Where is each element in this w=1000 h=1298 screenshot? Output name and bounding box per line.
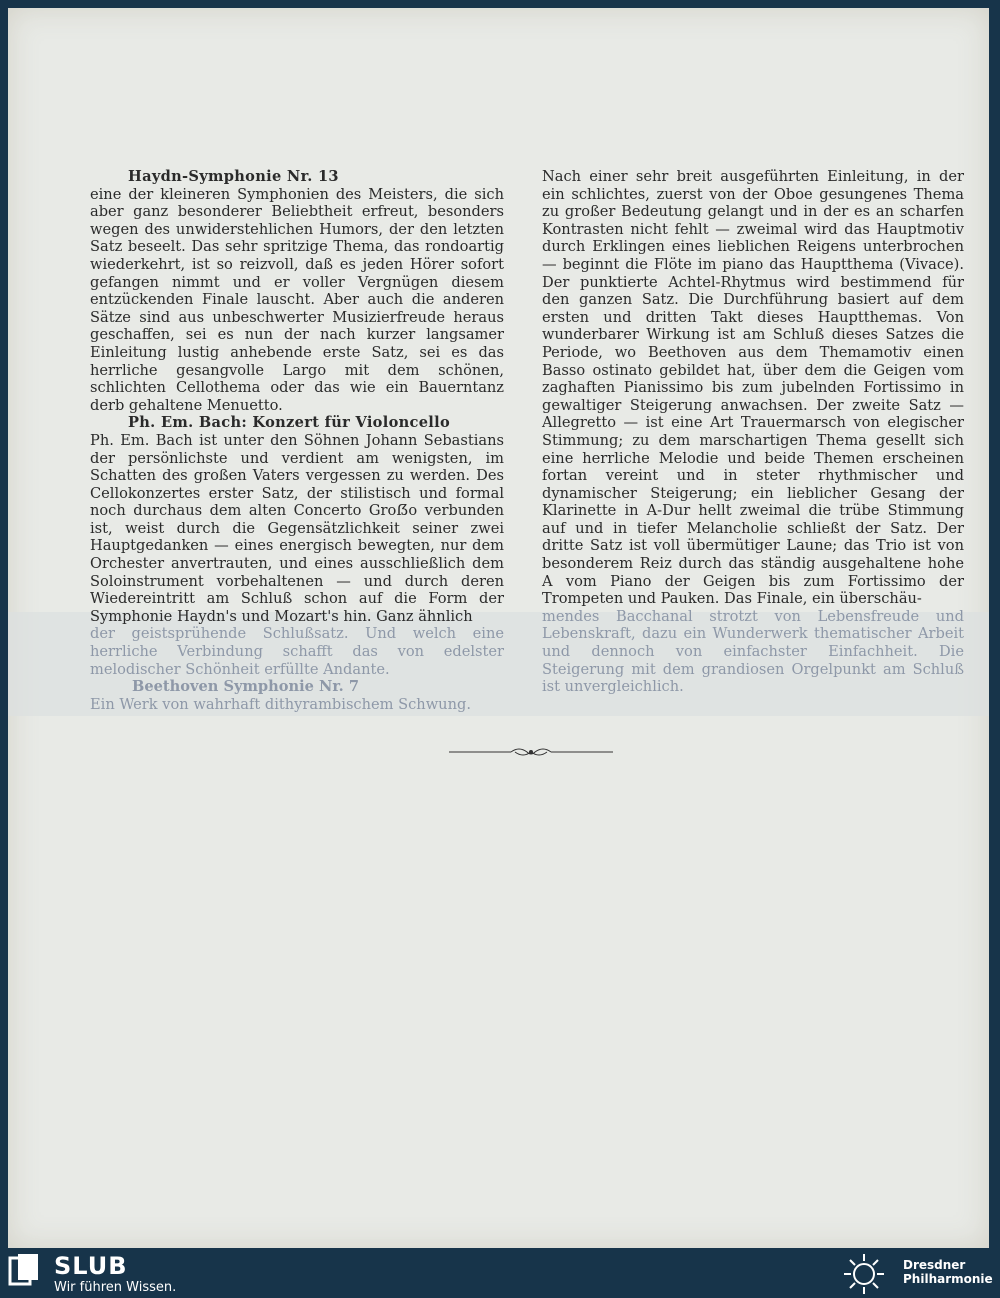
footer-bar <box>0 1248 1000 1298</box>
haydn-heading: Haydn-Symphonie Nr. 13 <box>128 168 339 185</box>
slub-logo-icon <box>8 1252 44 1288</box>
philharmonie-name-line1: Dresdner <box>903 1258 966 1272</box>
bach-heading: Ph. Em. Bach: Konzert für Violoncello <box>128 414 451 432</box>
ornament-divider <box>449 744 613 760</box>
philharmonie-logo-icon <box>842 1252 886 1296</box>
slub-name: SLUB <box>54 1252 128 1280</box>
philharmonie-name <box>903 1258 993 1286</box>
beethoven-heading: Beethoven Symphonie Nr. 7 <box>132 678 359 696</box>
beethoven-description: Nach einer sehr breit ausgeführten Einleitung, in der ein schlichtes, zuerst von der Oboe gesungenes Thema zu großer Bedeutung gelangt und in der es an scharfen Kontrasten nicht fehlt — zweimal wird das Hauptmotiv durch Erklingen eines lieblichen Reigens unterbrochen — beginnt die Flöte im piano das Hauptthema (Vivace). Der punktierte Achtel-Rhytmus wird bestimmend für den ganzen Satz. Die Durchführung basiert auf dem ersten und dritten Takt dieses Hauptthemas. Von wunderbarer Wirkung ist am Schluß dieses Satzes die Periode, wo Beethoven aus dem Themamotiv einen Basso ostinato gebildet hat, über dem die Geigen vom zaghaften Pianissimo bis zum jubelnden Fortissimo in gewaltiger Steigerung anwachsen. Der zweite Satz — Allegretto — ist eine Art Trauermarsch von elegischer Stimmung; zu dem marschartigen Thema gesellt sich eine herrliche Melodie und beide Themen erscheinen fortan vereint und in steter rhythmischer und dynamischer Steigerung; ein lieblicher Gesang der Klarinette in A-Dur hellt zweimal die trübe Stimmung auf und in tiefer Melancholie schließt der Satz. Der dritte Satz ist voll übermütiger Laune; das Trio ist von besonderem Reiz durch das ständig ausgehaltene hohe A vom Piano der Geigen bis zum Fortissimo der Trompeten und Pauken. Das Finale, ein überschäu- <box>542 168 964 608</box>
right-column <box>542 168 964 696</box>
bach-text: Ph. Em. Bach ist unter den Söhnen Johann Sebastians der persönlichste und verdient am wenigsten, im Schatten des großen Vaters vergessen zu werden. Des Cellokonzertes erster Satz, der stilistisch und formal noch durchaus dem alten Concerto Groẞo verbunden ist, weist durch die Gegensätzlichkeit seiner zwei Hauptgedanken — eines energisch bewegten, nur dem Orchester anvertrauten, und eines ausschließlich dem Soloinstrument vorbehaltenen — und durch deren Wiedereintritt am Schluß schon auf die Form der Symphonie Haydn's und Mozart's hin. Ganz ähnlich <box>90 431 504 625</box>
beethoven-description-faded: mendes Bacchanal strotzt von Lebensfreude und Lebenskraft, dazu ein Wunderwerk thematischer Arbeit und dennoch von einfachster Einfachheit. Die Steigerung mit dem grandiosen Orgelpunkt am Schluß ist unvergleichlich. <box>542 607 964 696</box>
beethoven-text: Ein Werk von wahrhaft dithyrambischem Schwung. <box>90 695 471 713</box>
bach-text-faded: der geistsprühende Schlußsatz. Und welch eine herrliche Verbindung schafft das von edelster melodischer Schönheit erfüllte Andante. <box>90 625 504 678</box>
left-column <box>90 168 504 713</box>
slub-tagline: Wir führen Wissen. <box>54 1280 177 1295</box>
philharmonie-name-line2: Philharmonie <box>903 1272 993 1286</box>
haydn-text: eine der kleineren Symphonien des Meisters, die sich aber ganz besonderer Beliebtheit erfreut, besonders wegen des unwiderstehlichen Humors, der den letzten Satz beseelt. Das sehr spritzige Thema, das rondoartig wiederkehrt, ist so reizvoll, daß es jeden Hörer sofort gefangen nimmt und er voller Vergnügen diesem entzückenden Finale lauscht. Aber auch die anderen Sätze sind aus unbeschwerter Musizierfreude heraus geschaffen, sei es nun der nach kurzer langsamer Einleitung lustig anhebende erste Satz, sei es das herrliche gesangvolle Largo mit dem schönen, schlichten Cellothema oder das wie ein Bauerntanz derb gehaltene Menuetto. <box>90 185 504 414</box>
